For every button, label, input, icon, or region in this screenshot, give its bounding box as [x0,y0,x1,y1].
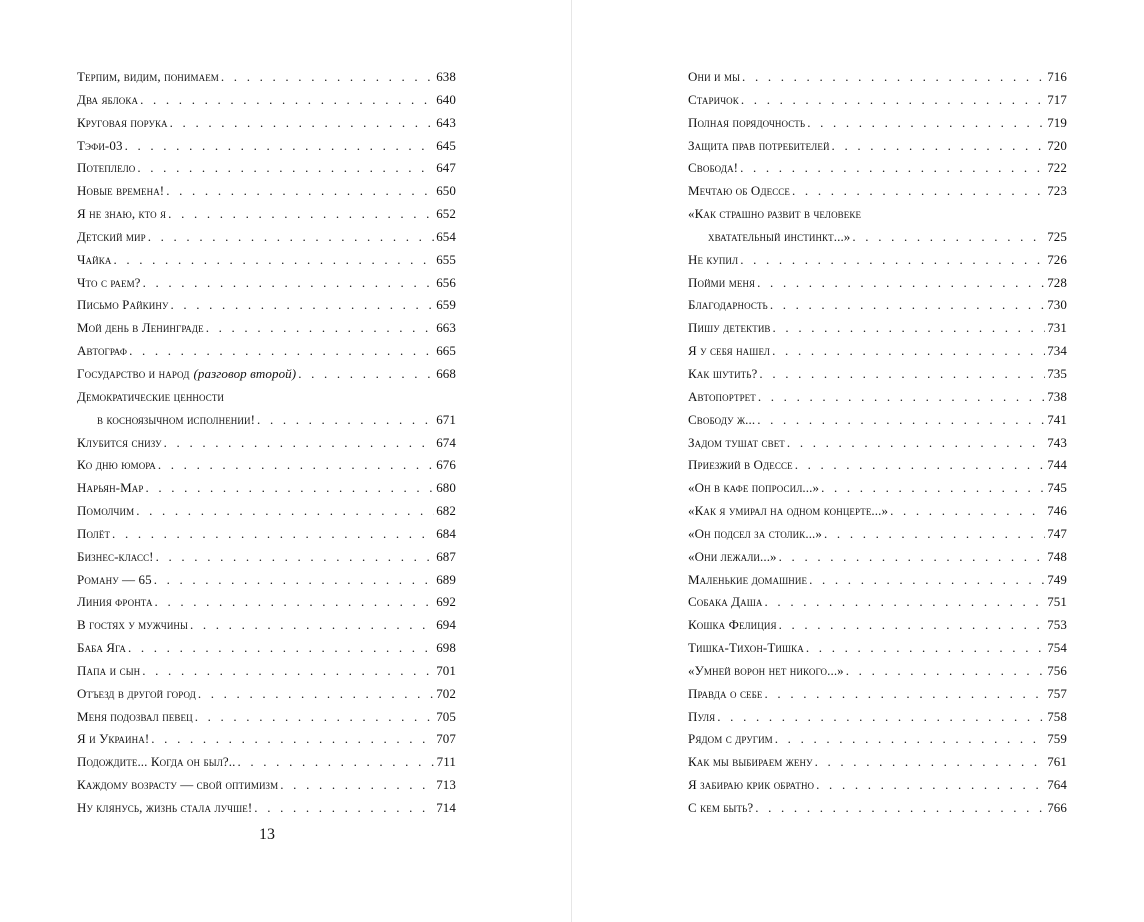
toc-entry [77,546,456,569]
dot-leader [136,500,434,523]
toc-entry-page: 659 [436,297,456,313]
toc-entry [688,272,1067,295]
toc-entry [77,751,456,774]
toc-entry [77,797,456,820]
toc-entry-title: Я забираю крик обратно [688,777,815,793]
dot-leader [190,614,434,637]
toc-entry-page: 764 [1047,777,1067,793]
toc-entry-page: 689 [436,571,456,587]
toc-entry-page: 735 [1047,365,1067,381]
toc-entry-title: Собака Даша [688,594,763,610]
toc-entry-title: Тэфи-03 [77,137,123,153]
toc-entry-page: 747 [1047,525,1067,541]
toc-entry-title: Кошка Фелиция [688,617,777,633]
toc-entry-title: Детский мир [77,228,146,244]
toc-entry [77,226,456,249]
page-number: 13 [259,826,275,843]
toc-entry [688,135,1067,158]
toc-entry-title: Я и Украина! [77,731,150,747]
toc-entry-title: Как мы выбираем жену [688,754,813,770]
toc-entry-title: Подождите... Когда он был?.. [77,754,236,770]
toc-entry [688,774,1067,797]
toc-entry-page: 753 [1047,617,1067,633]
toc-entry-title: Письмо Райкину [77,297,169,313]
toc-entry [77,569,456,592]
toc-entry-title: Потеплело [77,160,136,176]
toc-entry-title: Благодарность [688,297,768,313]
toc-list-left [77,66,456,820]
toc-entry-title: Чайка [77,251,112,267]
toc-entry-page: 757 [1047,685,1067,701]
dot-leader [765,683,1046,706]
toc-entry [77,272,456,295]
dot-leader [148,226,434,249]
dot-leader [158,454,434,477]
toc-entry-page: 656 [436,274,456,290]
toc-entry-page: 655 [436,251,456,267]
toc-entry-page: 722 [1047,160,1067,176]
toc-entry-title: Клубится снизу [77,434,162,450]
toc-entry-page: 726 [1047,251,1067,267]
toc-entry-page: 761 [1047,754,1067,770]
toc-entry-title: Полная порядочность [688,114,806,130]
dot-leader [821,477,1045,500]
toc-entry [688,706,1067,729]
toc-entry-page: 749 [1047,571,1067,587]
dot-leader [770,294,1045,317]
dot-leader [765,591,1046,614]
toc-entry-title: Я у себя нашел [688,343,771,359]
toc-entry-page: 738 [1047,388,1067,404]
toc-entry-page: 638 [436,69,456,84]
toc-entry-title: «Как я умирал на одном концерте...» [688,503,889,519]
dot-leader [816,774,1045,797]
toc-entry [688,386,1067,409]
dot-leader [741,89,1045,112]
toc-entry-page: 730 [1047,297,1067,313]
dot-leader [221,66,434,89]
toc-entry-page: 748 [1047,548,1067,564]
toc-entry-title-continued: в косноязычном исполнении! [97,411,256,427]
toc-entry-page: 723 [1047,183,1067,199]
toc-entry [77,660,456,683]
dot-leader [740,249,1045,272]
dot-leader [759,363,1045,386]
toc-entry-page: 766 [1047,800,1067,815]
toc-entry [77,386,456,432]
toc-entry-page: 684 [436,525,456,541]
dot-leader [155,591,435,614]
toc-entry-title: Помолчим [77,503,135,519]
dot-leader [257,409,434,432]
toc-entry-page: 671 [436,411,456,427]
toc-entry [688,66,1067,89]
toc-entry-title: Отъезд в другой город [77,685,196,701]
dot-leader [140,89,434,112]
toc-entry [77,637,456,660]
toc-entry-page: 665 [436,343,456,359]
dot-leader [129,340,434,363]
toc-entry-title: Пойми меня [688,274,756,290]
toc-entry-page: 754 [1047,640,1067,656]
dot-leader [758,386,1045,409]
dot-leader [154,569,434,592]
toc-entry [77,591,456,614]
dot-leader [773,317,1046,340]
dot-leader [145,477,434,500]
toc-entry-page: 676 [436,457,456,473]
toc-entry [688,523,1067,546]
toc-entry-title: Рядом с другим [688,731,773,747]
toc-entry [77,157,456,180]
toc-entry-title: Нарьян-Мар [77,480,144,496]
dot-leader [779,546,1046,569]
toc-entry [77,180,456,203]
left-page [0,0,571,922]
toc-entry-title: Новые времена! [77,183,165,199]
dot-leader [164,432,435,455]
toc-entry [688,157,1067,180]
toc-entry [688,591,1067,614]
dot-leader [806,637,1045,660]
toc-entry-page: 756 [1047,662,1067,678]
toc-entry [77,454,456,477]
toc-entry-title-continued: хватательный инстинкт...» [708,228,851,244]
toc-entry-subtitle-wrap [193,363,296,386]
toc-entry-title: Два яблока [77,91,139,107]
toc-entry-page: 647 [436,160,456,176]
dot-leader [143,272,435,295]
toc-entry-title: «Он в кафе попросил...» [688,480,820,496]
toc-entry-title: Линия фронта [77,594,153,610]
toc-entry [77,317,456,340]
toc-entry [77,203,456,226]
toc-entry-first-line [77,386,456,409]
toc-entry-page: 701 [436,662,456,678]
toc-entry [688,728,1067,751]
dot-leader [815,751,1046,774]
toc-entry [77,432,456,455]
toc-entry-title: Маленькие домашние [688,571,808,587]
toc-entry-title: Правда о себе [688,685,763,701]
toc-entry-title: Свобода! [688,160,739,176]
toc-entry-page: 698 [436,640,456,656]
toc-entry-title: Старичок [688,91,739,107]
toc-entry-title: Автограф [77,343,128,359]
toc-entry-title: Что с раем? [77,274,141,290]
toc-entry-page: 687 [436,548,456,564]
toc-entry-title: Защита прав потребителей [688,137,830,153]
dot-leader [206,317,434,340]
toc-entry-page: 719 [1047,114,1067,130]
toc-entry-page: 741 [1047,411,1067,427]
toc-entry-title: «Они лежали...» [688,548,777,564]
toc-entry-title: Круговая порука [77,114,168,130]
dot-leader [809,569,1045,592]
toc-entry-title: Мечтаю об Одессе [688,183,791,199]
toc-entry-page: 743 [1047,434,1067,450]
toc-entry-page: 720 [1047,137,1067,153]
toc-entry [77,477,456,500]
toc-entry-first-line [688,203,1067,226]
toc-entry [688,660,1067,683]
toc-entry-page: 640 [436,91,456,107]
toc-entry [77,363,456,386]
toc-entry-page: 716 [1047,69,1067,84]
toc-entry-page: 707 [436,731,456,747]
toc-list-right [688,66,1067,820]
toc-entry [688,180,1067,203]
toc-entry-title: Задом тушат свет [688,434,785,450]
dot-leader [254,797,434,820]
toc-entry-second-line [77,409,456,432]
toc-entry [77,523,456,546]
toc-entry-page: 645 [436,137,456,153]
toc-entry [77,135,456,158]
toc-entry-title: Терпим, видим, понимаем [77,69,219,84]
toc-entry-page: 713 [436,777,456,793]
toc-entry-page: 650 [436,183,456,199]
toc-entry-title: С кем быть? [688,800,754,815]
dot-leader [142,660,434,683]
toc-entry-title: Меня подозвал певец [77,708,193,724]
dot-leader [237,751,434,774]
dot-leader [113,249,434,272]
dot-leader [125,135,435,158]
toc-entry-page: 728 [1047,274,1067,290]
toc-entry [688,363,1067,386]
toc-entry-page: 744 [1047,457,1067,473]
toc-entry [688,432,1067,455]
toc-entry-title: «Он подсел за столик...» [688,525,823,541]
dot-leader [787,432,1045,455]
toc-entry-title: Автопортрет [688,388,756,404]
toc-entry-title: Баба Яга [77,640,126,656]
toc-entry-page: 654 [436,228,456,244]
toc-entry-page: 705 [436,708,456,724]
dot-leader [792,180,1045,203]
dot-leader [280,774,434,797]
dot-leader [168,203,434,226]
toc-entry-title: Пишу детектив [688,320,771,336]
dot-leader [170,112,435,135]
toc-entry [77,294,456,317]
dot-leader [740,157,1045,180]
toc-entry-page: 643 [436,114,456,130]
toc-entry-page: 725 [1047,228,1067,244]
dot-leader [772,340,1045,363]
toc-entry-page: 734 [1047,343,1067,359]
toc-entry-title: Не купил [688,251,739,267]
dot-leader [755,797,1045,820]
toc-entry [688,409,1067,432]
dot-leader [890,500,1045,523]
toc-entry [688,203,1067,249]
dot-leader [151,728,434,751]
toc-entry-page: 668 [436,365,456,381]
toc-entry-title: Пуля [688,708,716,724]
toc-entry-page: 714 [436,800,456,815]
toc-entry-page: 731 [1047,320,1067,336]
toc-entry [77,249,456,272]
toc-entry-title: Как шутить? [688,365,758,381]
toc-entry [77,112,456,135]
toc-entry-title: Роману — 65 [77,571,152,587]
toc-entry [688,294,1067,317]
toc-entry-title: Приезжий в Одессе [688,457,793,473]
dot-leader [779,614,1046,637]
dot-leader [775,728,1045,751]
toc-entry [688,569,1067,592]
dot-leader [717,706,1045,729]
toc-entry-second-line [688,226,1067,249]
dot-leader [757,272,1045,295]
dot-leader [170,294,434,317]
dot-leader [757,409,1045,432]
toc-entry-title: Демократические ценности [77,388,225,404]
toc-entry [688,683,1067,706]
toc-entry [688,317,1067,340]
dot-leader [832,135,1046,158]
dot-leader [824,523,1045,546]
toc-entry [688,249,1067,272]
toc-entry-page: 694 [436,617,456,633]
toc-entry-page: 674 [436,434,456,450]
toc-entry-page: 746 [1047,503,1067,519]
toc-entry [688,500,1067,523]
toc-entry-subtitle: (разговор второй) [193,365,297,381]
toc-entry-title: Каждому возрасту — свой оптимизм [77,777,279,793]
toc-entry [77,500,456,523]
toc-entry-page: 745 [1047,480,1067,496]
right-page [572,0,1144,922]
dot-leader [112,523,434,546]
toc-entry-page: 682 [436,503,456,519]
toc-entry [688,546,1067,569]
toc-entry-title: «Умней ворон нет никого...» [688,662,844,678]
dot-leader [298,363,434,386]
toc-entry [688,477,1067,500]
toc-entry-title: Папа и сын [77,662,141,678]
toc-entry [688,454,1067,477]
toc-entry [688,89,1067,112]
dot-leader [742,66,1045,89]
dot-leader [137,157,434,180]
toc-entry [77,774,456,797]
toc-entry-title: Полёт [77,525,111,541]
toc-entry [77,706,456,729]
dot-leader [795,454,1046,477]
toc-entry-page: 758 [1047,708,1067,724]
toc-entry-page: 652 [436,206,456,222]
toc-entry-page: 751 [1047,594,1067,610]
toc-entry-title: Я не знаю, кто я [77,206,167,222]
toc-entry [688,614,1067,637]
toc-entry [688,751,1067,774]
toc-entry [77,340,456,363]
toc-entry [77,614,456,637]
dot-leader [156,546,435,569]
toc-entry [77,89,456,112]
toc-entry-page: 680 [436,480,456,496]
toc-entry-title: Бизнес-класс! [77,548,154,564]
toc-entry [688,637,1067,660]
dot-leader [198,683,434,706]
dot-leader [195,706,434,729]
toc-entry [688,797,1067,820]
toc-entry [77,683,456,706]
toc-entry-title: Свободу ж... [688,411,756,427]
toc-entry [688,340,1067,363]
toc-entry [77,728,456,751]
dot-leader [807,112,1045,135]
toc-entry-page: 711 [436,754,456,770]
dot-leader [166,180,434,203]
toc-entry-title: В гостях у мужчины [77,617,188,633]
toc-entry-page: 759 [1047,731,1067,747]
toc-entry-title: Они и мы [688,69,741,84]
toc-entry-title: Ко дню юмора [77,457,156,473]
toc-entry-title: Государство и народ [77,365,190,381]
toc-entry [77,66,456,89]
toc-entry-title: Мой день в Ленинграде [77,320,204,336]
toc-entry-page: 692 [436,594,456,610]
dot-leader [852,226,1045,249]
toc-entry-page: 702 [436,685,456,701]
toc-entry-title: Тишка-Тихон-Тишка [688,640,804,656]
toc-entry-page: 717 [1047,91,1067,107]
toc-entry-title: «Как страшно развит в человеке [688,206,862,222]
toc-entry-title: Ну клянусь, жизнь стала лучше! [77,800,253,815]
toc-entry-page: 663 [436,320,456,336]
toc-entry [688,112,1067,135]
dot-leader [846,660,1045,683]
dot-leader [128,637,434,660]
